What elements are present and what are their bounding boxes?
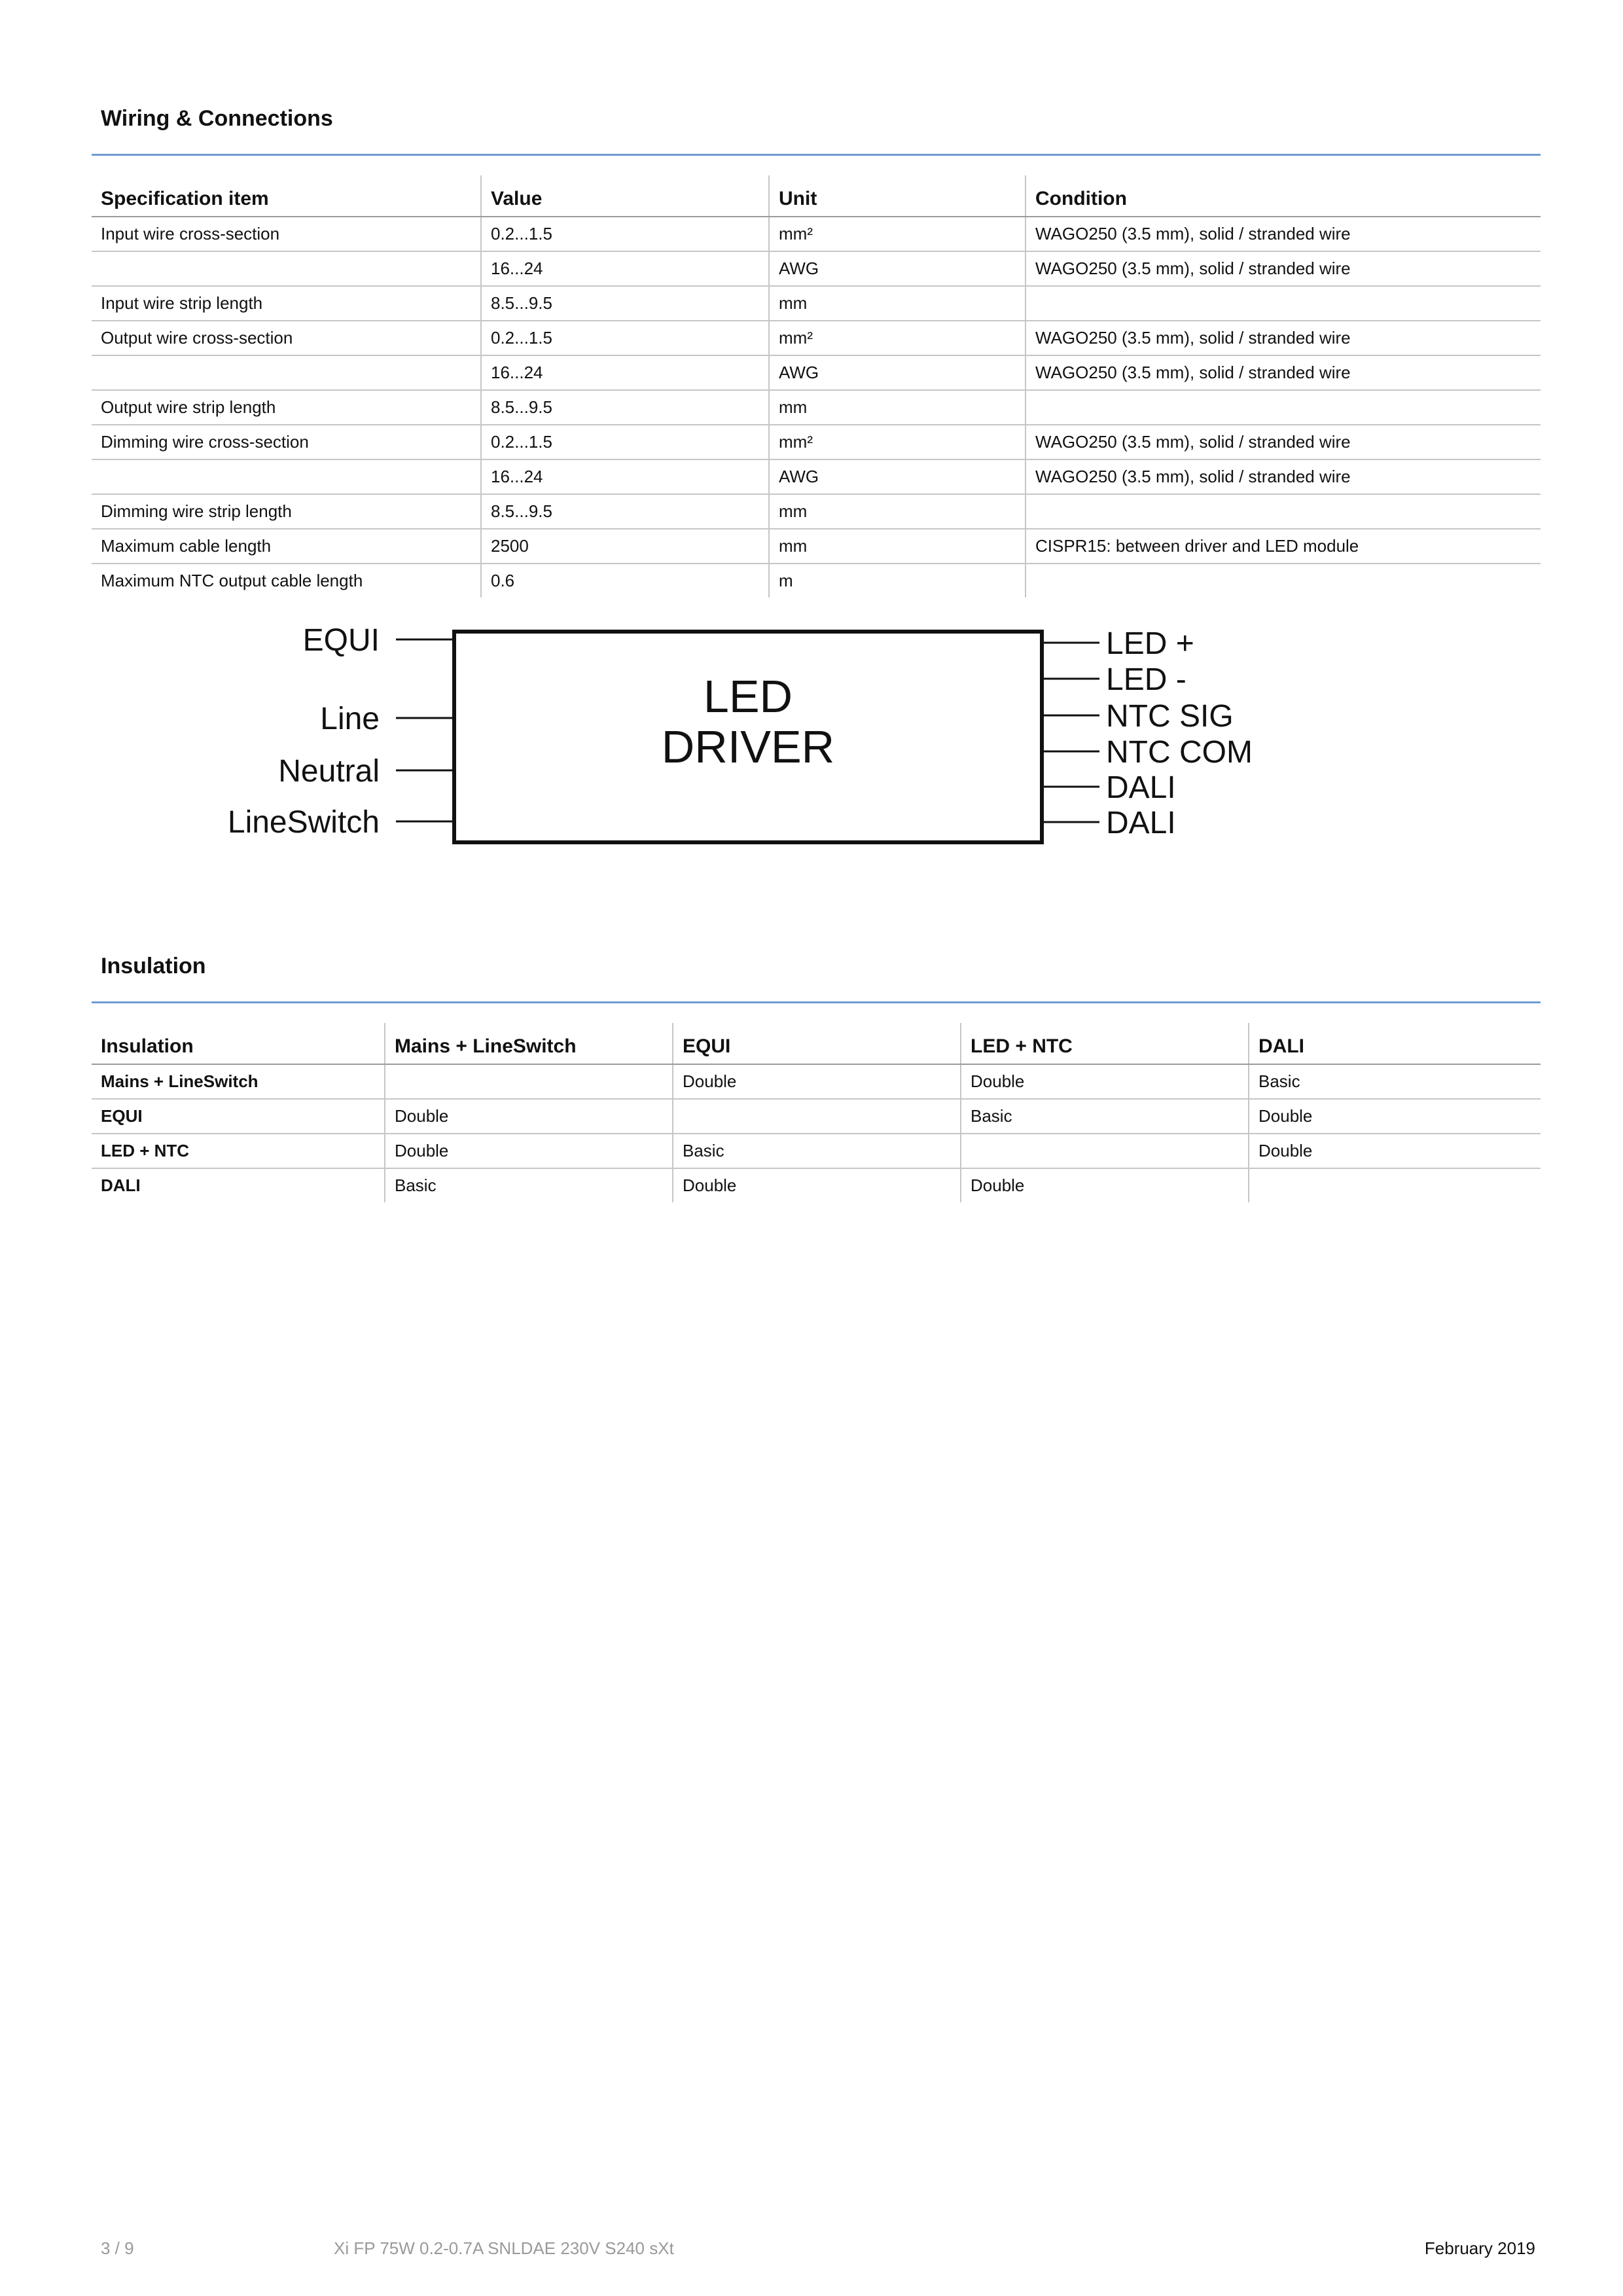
table-cell: 0.6	[481, 564, 769, 598]
column-header: Condition	[1026, 175, 1541, 217]
table-row	[92, 251, 1541, 286]
table-cell: Output wire strip length	[92, 390, 481, 425]
table-cell: AWG	[769, 251, 1026, 286]
table-cell: mm²	[769, 425, 1026, 459]
terminal-label: NTC SIG	[1106, 699, 1234, 734]
table-cell	[92, 459, 481, 494]
table-cell: mm	[769, 494, 1026, 529]
table-cell: AWG	[769, 459, 1026, 494]
column-header: EQUI	[673, 1023, 961, 1064]
column-header: Unit	[769, 175, 1026, 217]
table-cell: 0.2...1.5	[481, 217, 769, 251]
insulation-section-title: Insulation	[101, 954, 206, 978]
table-cell: DALI	[101, 1175, 141, 1195]
table-cell: 8.5...9.5	[481, 390, 769, 425]
table-cell: WAGO250 (3.5 mm), solid / stranded wire	[1026, 459, 1541, 494]
table-cell: AWG	[769, 355, 1026, 390]
wiring-diagram	[196, 612, 1296, 861]
driver-box-label-line1: LED	[703, 671, 793, 722]
terminal-label: EQUI	[302, 623, 380, 658]
insulation-section-rule	[92, 1001, 1541, 1003]
terminal-label: NTC COM	[1106, 735, 1253, 770]
table-cell: Double	[961, 1064, 1249, 1099]
table-cell	[673, 1099, 961, 1134]
wiring-section-title: Wiring & Connections	[101, 106, 333, 131]
table-cell: mm	[769, 286, 1026, 321]
table-cell: Double	[1249, 1099, 1541, 1134]
table-cell: WAGO250 (3.5 mm), solid / stranded wire	[1026, 321, 1541, 355]
table-cell: mm²	[769, 321, 1026, 355]
footer-date: February 2019	[1424, 2238, 1535, 2258]
table-cell: Double	[1249, 1134, 1541, 1168]
table-cell	[92, 355, 481, 390]
table-cell: 16...24	[481, 251, 769, 286]
column-header: LED + NTC	[961, 1023, 1249, 1064]
table-row	[92, 564, 1541, 598]
table-row	[92, 390, 1541, 425]
table-cell: LED + NTC	[92, 1134, 385, 1168]
table-cell: Dimming wire strip length	[92, 494, 481, 529]
table-cell: Double	[385, 1099, 673, 1134]
insulation-table-header-row	[92, 1023, 1541, 1064]
terminal-label: LineSwitch	[227, 805, 380, 840]
table-row	[92, 1064, 1541, 1099]
table-cell	[1026, 564, 1541, 598]
table-row	[92, 459, 1541, 494]
terminal-label: Neutral	[278, 754, 380, 789]
terminal-label: DALI	[1106, 806, 1176, 840]
table-cell	[1026, 390, 1541, 425]
table-cell: Maximum NTC output cable length	[101, 571, 363, 590]
table-row	[92, 425, 1541, 459]
wiring-table-header-row	[92, 175, 1541, 217]
table-cell: Basic	[1249, 1064, 1541, 1099]
table-cell: Basic	[385, 1168, 673, 1202]
table-cell: 16...24	[481, 459, 769, 494]
table-cell: Dimming wire cross-section	[92, 425, 481, 459]
table-cell: Double	[385, 1134, 673, 1168]
driver-box-label-line2: DRIVER	[661, 721, 835, 772]
table-row	[92, 494, 1541, 529]
terminal-label: Line	[320, 702, 380, 736]
table-cell: 8.5...9.5	[481, 494, 769, 529]
footer-product-name: Xi FP 75W 0.2-0.7A SNLDAE 230V S240 sXt	[334, 2238, 674, 2258]
table-cell: Input wire strip length	[92, 286, 481, 321]
table-cell: mm	[769, 529, 1026, 564]
table-cell	[1026, 494, 1541, 529]
table-cell: WAGO250 (3.5 mm), solid / stranded wire	[1026, 251, 1541, 286]
table-row	[92, 529, 1541, 564]
column-header: Insulation	[92, 1023, 385, 1064]
table-row	[92, 1168, 1541, 1202]
left-terminals	[228, 623, 454, 840]
table-cell: mm	[769, 390, 1026, 425]
table-cell: 2500	[481, 529, 769, 564]
table-cell: EQUI	[92, 1099, 385, 1134]
table-cell: 0.2...1.5	[481, 321, 769, 355]
right-terminals	[1042, 626, 1253, 840]
column-header: Specification item	[92, 175, 481, 217]
table-cell: m	[769, 564, 1026, 598]
table-cell	[1249, 1168, 1541, 1202]
table-cell: Double	[961, 1168, 1249, 1202]
table-cell: mm²	[769, 217, 1026, 251]
table-cell	[385, 1064, 673, 1099]
table-cell	[92, 251, 481, 286]
table-row	[92, 1134, 1541, 1168]
terminal-label: LED -	[1106, 662, 1186, 697]
table-cell: Mains + LineSwitch	[92, 1064, 385, 1099]
table-cell: Double	[673, 1064, 961, 1099]
table-cell	[961, 1134, 1249, 1168]
table-cell: 0.2...1.5	[481, 425, 769, 459]
table-row	[92, 1099, 1541, 1134]
table-row	[92, 286, 1541, 321]
insulation-table	[92, 1023, 1541, 1202]
column-header: Mains + LineSwitch	[385, 1023, 673, 1064]
table-cell: WAGO250 (3.5 mm), solid / stranded wire	[1026, 217, 1541, 251]
table-cell	[1026, 286, 1541, 321]
table-cell: Output wire cross-section	[92, 321, 481, 355]
table-row	[92, 217, 1541, 251]
table-cell: Maximum cable length	[92, 529, 481, 564]
table-cell: Basic	[673, 1134, 961, 1168]
table-row	[92, 355, 1541, 390]
table-row	[92, 321, 1541, 355]
table-cell: Double	[673, 1168, 961, 1202]
table-cell: 16...24	[481, 355, 769, 390]
wiring-section-rule	[92, 154, 1541, 156]
footer-page-number: 3 / 9	[101, 2238, 134, 2258]
table-cell: Basic	[961, 1099, 1249, 1134]
wiring-table	[92, 175, 1541, 598]
table-cell: CISPR15: between driver and LED module	[1026, 529, 1541, 564]
table-cell: 8.5...9.5	[481, 286, 769, 321]
table-cell: WAGO250 (3.5 mm), solid / stranded wire	[1026, 425, 1541, 459]
table-cell: Input wire cross-section	[92, 217, 481, 251]
table-cell: WAGO250 (3.5 mm), solid / stranded wire	[1026, 355, 1541, 390]
column-header: Value	[481, 175, 769, 217]
column-header: DALI	[1249, 1023, 1541, 1064]
terminal-label: LED +	[1106, 626, 1194, 661]
terminal-label: DALI	[1106, 770, 1176, 805]
